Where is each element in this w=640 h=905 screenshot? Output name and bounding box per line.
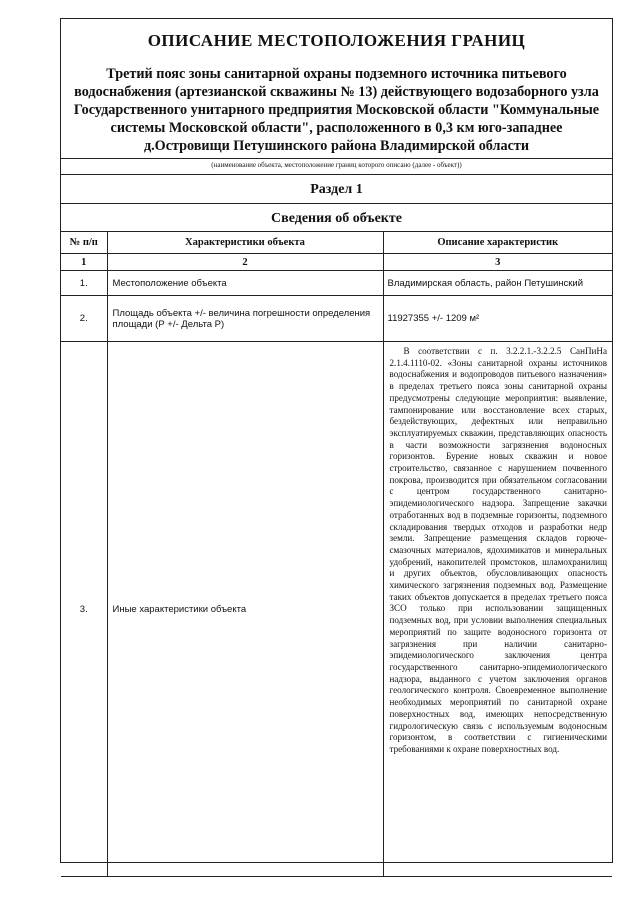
row-number: 2. bbox=[61, 296, 107, 342]
row-number: 3. bbox=[61, 342, 107, 877]
document-sheet bbox=[60, 18, 613, 863]
section-subtitle: Сведения об объекте bbox=[61, 203, 612, 231]
column-number-2: 2 bbox=[107, 254, 383, 271]
table-row bbox=[61, 296, 612, 342]
table-row bbox=[61, 271, 612, 296]
object-name: Третий пояс зоны санитарной охраны подземного источника питьевого водоснабжения (артезианской скважины № 13) действующего водозаборного узла Государственного унитарного предприятия Московской области "Коммунальные системы Московской области", расположенного в 0,3 км юго-западнее д.Островищи Петушинского района Владимирской области bbox=[73, 66, 600, 154]
row-number: 1. bbox=[61, 271, 107, 296]
column-numbers-row bbox=[61, 254, 612, 271]
object-name-caption: (наименование объекта, местоположение границ которого описано (далее - объект)) bbox=[61, 158, 612, 171]
header-description: Описание характеристик bbox=[383, 232, 612, 254]
document-title: ОПИСАНИЕ МЕСТОПОЛОЖЕНИЯ ГРАНИЦ bbox=[147, 31, 526, 50]
header-num: № п/п bbox=[61, 232, 107, 254]
object-info-table bbox=[61, 231, 612, 877]
column-number-3: 3 bbox=[383, 254, 612, 271]
row-description: Владимирская область, район Петушинский bbox=[383, 271, 612, 296]
table-header-row bbox=[61, 232, 612, 254]
row-characteristic: Местоположение объекта bbox=[107, 271, 383, 296]
section-title: Раздел 1 bbox=[61, 174, 612, 203]
row-description: 11927355 +/- 1209 м² bbox=[383, 296, 612, 342]
row-characteristic: Площадь объекта +/- величина погрешности определения площади (Р +/- Дельта Р) bbox=[107, 296, 383, 342]
column-number-1: 1 bbox=[61, 254, 107, 271]
table-row bbox=[61, 342, 612, 877]
row-characteristic: Иные характеристики объекта bbox=[107, 342, 383, 877]
header-characteristic: Характеристики объекта bbox=[107, 232, 383, 254]
row-description: В соответствии с п. 3.2.2.1.-3.2.2.5 СанПиНа 2.1.4.1110-02. «Зоны санитарной охраны источников водоснабжения и водопроводов питьевого назначения» в пределах третьего пояса зоны санитарной охраны предусмотрены следующие мероприятия: выявление, тампонирование или восстановление всех старых, бездействующих, дефектных или неправильно эксплуатируемых скважин, представляющих опасность в части возможности загрязнения водоносных горизонтов. Бурение новых скважин и новое строительство, связанное с нарушением почвенного покрова, производится при обязательном согласовании с центром государственного санитарно-эпидемиологического надзора. Запрещение закачки отработанных вод в подземные горизонты, подземного складирования твердых отходов и разработки недр земли. Запрещение размещения складов горюче-смазочных материалов, ядохимикатов и минеральных удобрений, накопителей промстоков, шламохранилищ и других объектов, обусловливающих опасность химического загрязнения подземных вод. Размещение таких объектов допускается в пределах третьего пояса ЗСО только при использовании защищенных подземных вод, при условии выполнения специальных мероприятий по защите водоносного горизонта от загрязнения при наличии санитарно-эпидемиологического заключения центра государственного санитарно-эпидемиологического надзора, выданного с учетом заключения органов геологического контроля. Своевременное выполнение необходимых мероприятий по санитарной охране поверхностных вод, имеющих непосредственную гидрологическую связь с используемым водоносным горизонтом, в соответствии с гигиеническими требованиями к охране поверхностных вод. bbox=[383, 342, 612, 877]
